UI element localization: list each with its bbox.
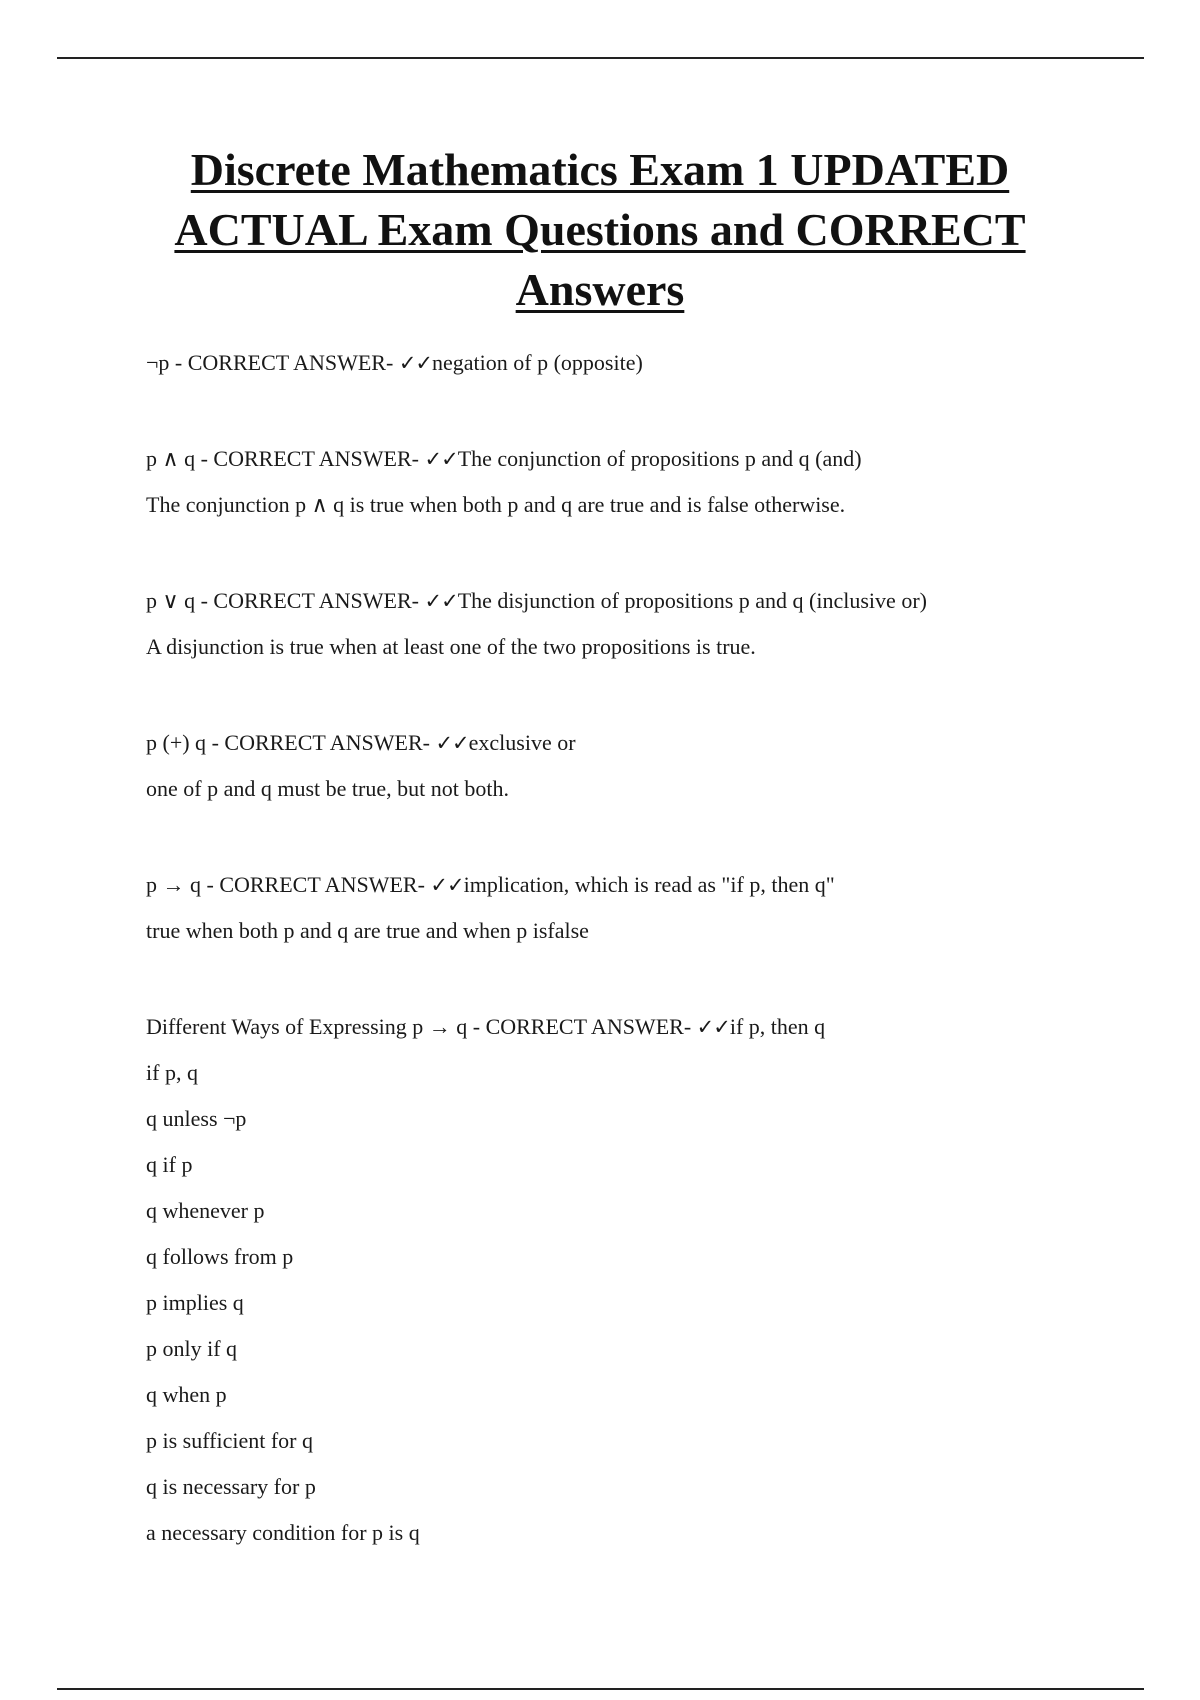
- qa-question-line: [146, 1004, 1146, 1050]
- qa-term: p (+) q: [146, 730, 207, 755]
- qa-answer: if p, then q: [729, 1014, 826, 1039]
- qa-answer: negation of p (opposite): [432, 350, 643, 375]
- qa-answer-line: q is necessary for p: [146, 1474, 316, 1499]
- qa-term: p ∨ q: [146, 588, 196, 613]
- correct-answer-label: - CORRECT ANSWER-: [206, 872, 425, 897]
- qa-answer-line: q when p: [146, 1382, 227, 1407]
- qa-answer-line: if p, q: [146, 1060, 198, 1085]
- qa-answer: The conjunction of propositions p and q (and): [457, 446, 862, 471]
- correct-answer-label: - CORRECT ANSWER-: [472, 1014, 692, 1039]
- qa-answer-line: q unless ¬p: [146, 1106, 247, 1131]
- qa-question-line: [146, 340, 1146, 386]
- qa-answer: implication, which is read as "if p, then q": [463, 872, 835, 897]
- double-check-icon: ✓✓: [430, 873, 464, 897]
- qa-answer: exclusive or: [468, 730, 576, 755]
- qa-entry: [146, 1004, 1146, 1556]
- qa-entry: [146, 862, 1146, 954]
- qa-entry: [146, 720, 1146, 812]
- qa-term: ¬p: [146, 350, 170, 375]
- qa-answer-line: p implies q: [146, 1290, 244, 1315]
- footer-rule: [57, 1688, 1144, 1690]
- qa-entry: [146, 340, 1146, 386]
- qa-question-line: [146, 720, 1146, 766]
- qa-answer-line: q if p: [146, 1152, 193, 1177]
- qa-answer-line: one of p and q must be true, but not both.: [146, 776, 509, 801]
- double-check-icon: ✓✓: [424, 447, 458, 471]
- qa-question-line: [146, 578, 1146, 624]
- page-title: Discrete Mathematics Exam 1 UPDATED ACTUAL Exam Questions and CORRECT Answers: [174, 144, 1026, 315]
- double-check-icon: ✓✓: [696, 1015, 730, 1039]
- qa-answer-line: q follows from p: [146, 1244, 294, 1269]
- qa-answer-line: p is sufficient for q: [146, 1428, 314, 1453]
- qa-list: [146, 340, 1146, 1606]
- qa-term: p → q: [146, 872, 201, 897]
- qa-answer-line: a necessary condition for p is q: [146, 1520, 420, 1545]
- double-check-icon: ✓✓: [435, 731, 469, 755]
- correct-answer-label: - CORRECT ANSWER-: [200, 446, 419, 471]
- double-check-icon: ✓✓: [398, 351, 433, 375]
- correct-answer-label: - CORRECT ANSWER-: [174, 350, 394, 375]
- qa-answer: The disjunction of propositions p and q (inclusive or): [457, 588, 927, 613]
- qa-answer-line: true when both p and q are true and when p isfalse: [146, 918, 589, 943]
- qa-answer-line: q whenever p: [146, 1198, 265, 1223]
- header-rule: [57, 57, 1144, 59]
- qa-question-line: [146, 436, 1146, 482]
- correct-answer-label: - CORRECT ANSWER-: [200, 588, 419, 613]
- qa-question-line: [146, 862, 1146, 908]
- qa-answer-line: p only if q: [146, 1336, 238, 1361]
- correct-answer-label: - CORRECT ANSWER-: [211, 730, 430, 755]
- qa-entry: [146, 578, 1146, 670]
- double-check-icon: ✓✓: [424, 589, 458, 613]
- qa-entry: [146, 436, 1146, 528]
- qa-term: p ∧ q: [146, 446, 196, 471]
- qa-answer-line: The conjunction p ∧ q is true when both p and q are true and is false otherwise.: [146, 492, 846, 517]
- qa-answer-line: A disjunction is true when at least one of the two propositions is true.: [146, 634, 756, 659]
- qa-term: Different Ways of Expressing p → q: [146, 1014, 468, 1039]
